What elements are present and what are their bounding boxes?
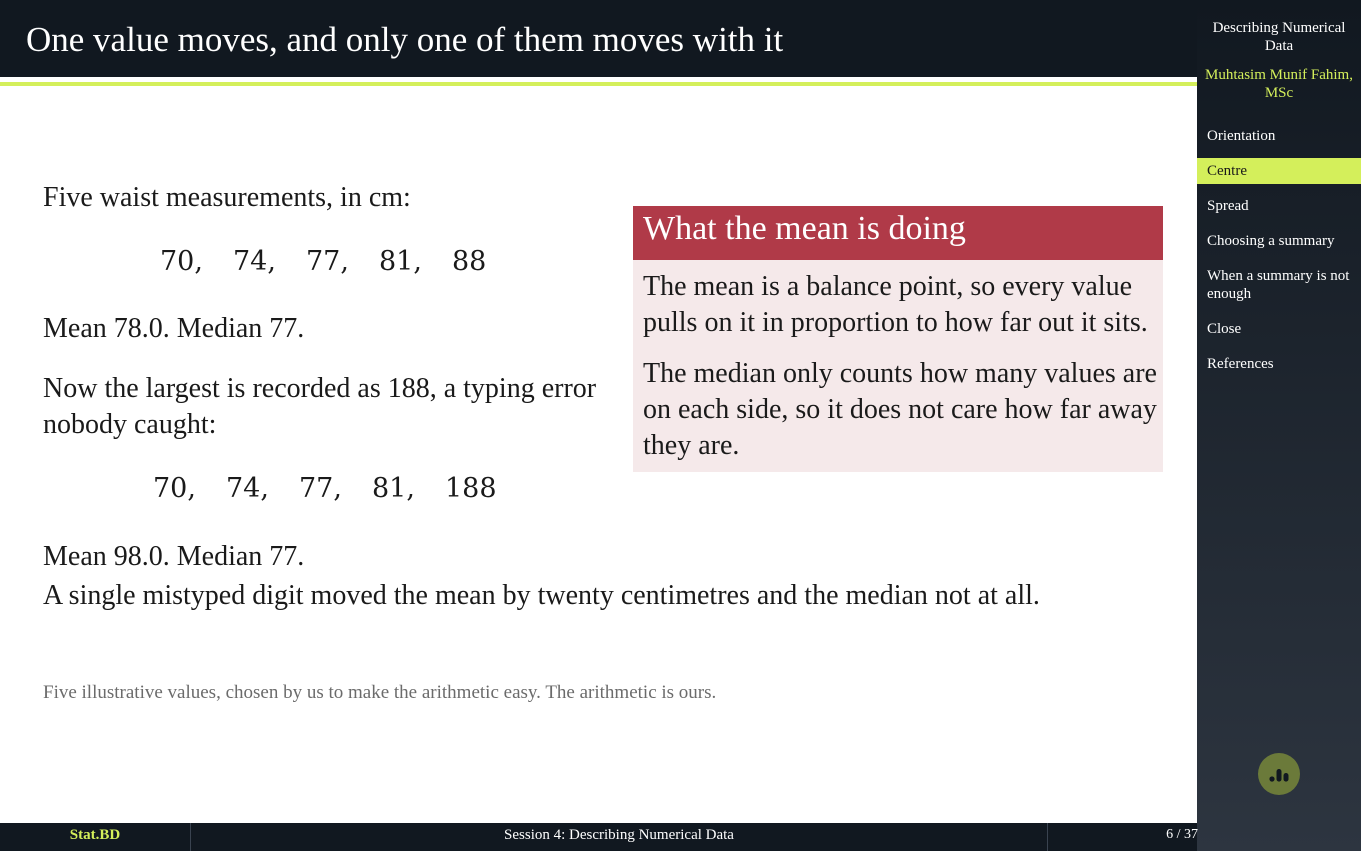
bar-chart-glyph <box>1267 762 1291 786</box>
conclusion-text: A single mistyped digit moved the mean by twenty centimetres and the median not at all. <box>43 580 1040 611</box>
value-before-1: 70, <box>160 246 203 277</box>
footnote: Five illustrative values, chosen by us to make the arithmetic easy. The arithmetic is ours. <box>43 682 717 703</box>
change-text-line1: Now the largest is recorded as 188, a typing error <box>43 373 597 404</box>
callout-heading: What the mean is doing <box>643 210 966 247</box>
value-after-2: 74, <box>226 473 269 504</box>
sidebar-item-references[interactable]: References <box>1207 356 1274 372</box>
title-accent-rule <box>0 82 1197 86</box>
value-before-2: 74, <box>233 246 276 277</box>
intro-text: Five waist measurements, in cm: <box>43 182 411 213</box>
value-after-3: 77, <box>299 473 342 504</box>
sidebar-item-when-a-summary-is-not-enough[interactable]: When a summary is not enough <box>1207 268 1350 302</box>
value-after-1: 70, <box>153 473 196 504</box>
callout-paragraph-1: The mean is a balance point, so every value pulls on it in proportion to how far out it sits. <box>643 271 1148 338</box>
footer-brand: Stat.BD <box>0 823 191 851</box>
value-after-4: 81, <box>372 473 415 504</box>
value-before-4: 81, <box>379 246 422 277</box>
sidebar-item-spread[interactable]: Spread <box>1207 198 1249 214</box>
value-after-5: 188 <box>445 473 497 504</box>
footer-session-title: Session 4: Describing Numerical Data <box>191 823 1048 851</box>
slide-title: One value moves, and only one of them moves with it <box>26 20 784 59</box>
value-before-3: 77, <box>306 246 349 277</box>
change-text-line2: nobody caught: <box>43 409 217 440</box>
deck-title: Describing Numerical Data <box>1212 20 1346 54</box>
callout-box <box>633 206 1163 472</box>
sidebar-nav <box>1197 126 1361 389</box>
bar-chart-icon[interactable] <box>1258 753 1300 795</box>
sidebar <box>1197 0 1361 851</box>
sidebar-item-centre[interactable]: Centre <box>1197 158 1361 184</box>
footer-bar <box>0 823 1197 851</box>
values-before <box>160 246 486 277</box>
summary-before: Mean 78.0. Median 77. <box>43 313 305 344</box>
sidebar-item-orientation[interactable]: Orientation <box>1207 128 1276 144</box>
callout-paragraph-2: The median only counts how many values are on each side, so it does not care how far away they are. <box>643 358 1157 461</box>
sidebar-item-close[interactable]: Close <box>1207 321 1242 337</box>
callout-header <box>633 206 1163 260</box>
summary-after: Mean 98.0. Median 77. <box>43 541 305 572</box>
values-after <box>153 473 497 504</box>
author-name: Muhtasim Munif Fahim, MSc <box>1205 67 1353 101</box>
value-before-5: 88 <box>452 246 487 277</box>
slide-title-bar <box>0 0 1197 77</box>
sidebar-item-choosing-a-summary[interactable]: Choosing a summary <box>1207 233 1335 249</box>
page-number: 6 / 37 <box>1166 827 1198 842</box>
